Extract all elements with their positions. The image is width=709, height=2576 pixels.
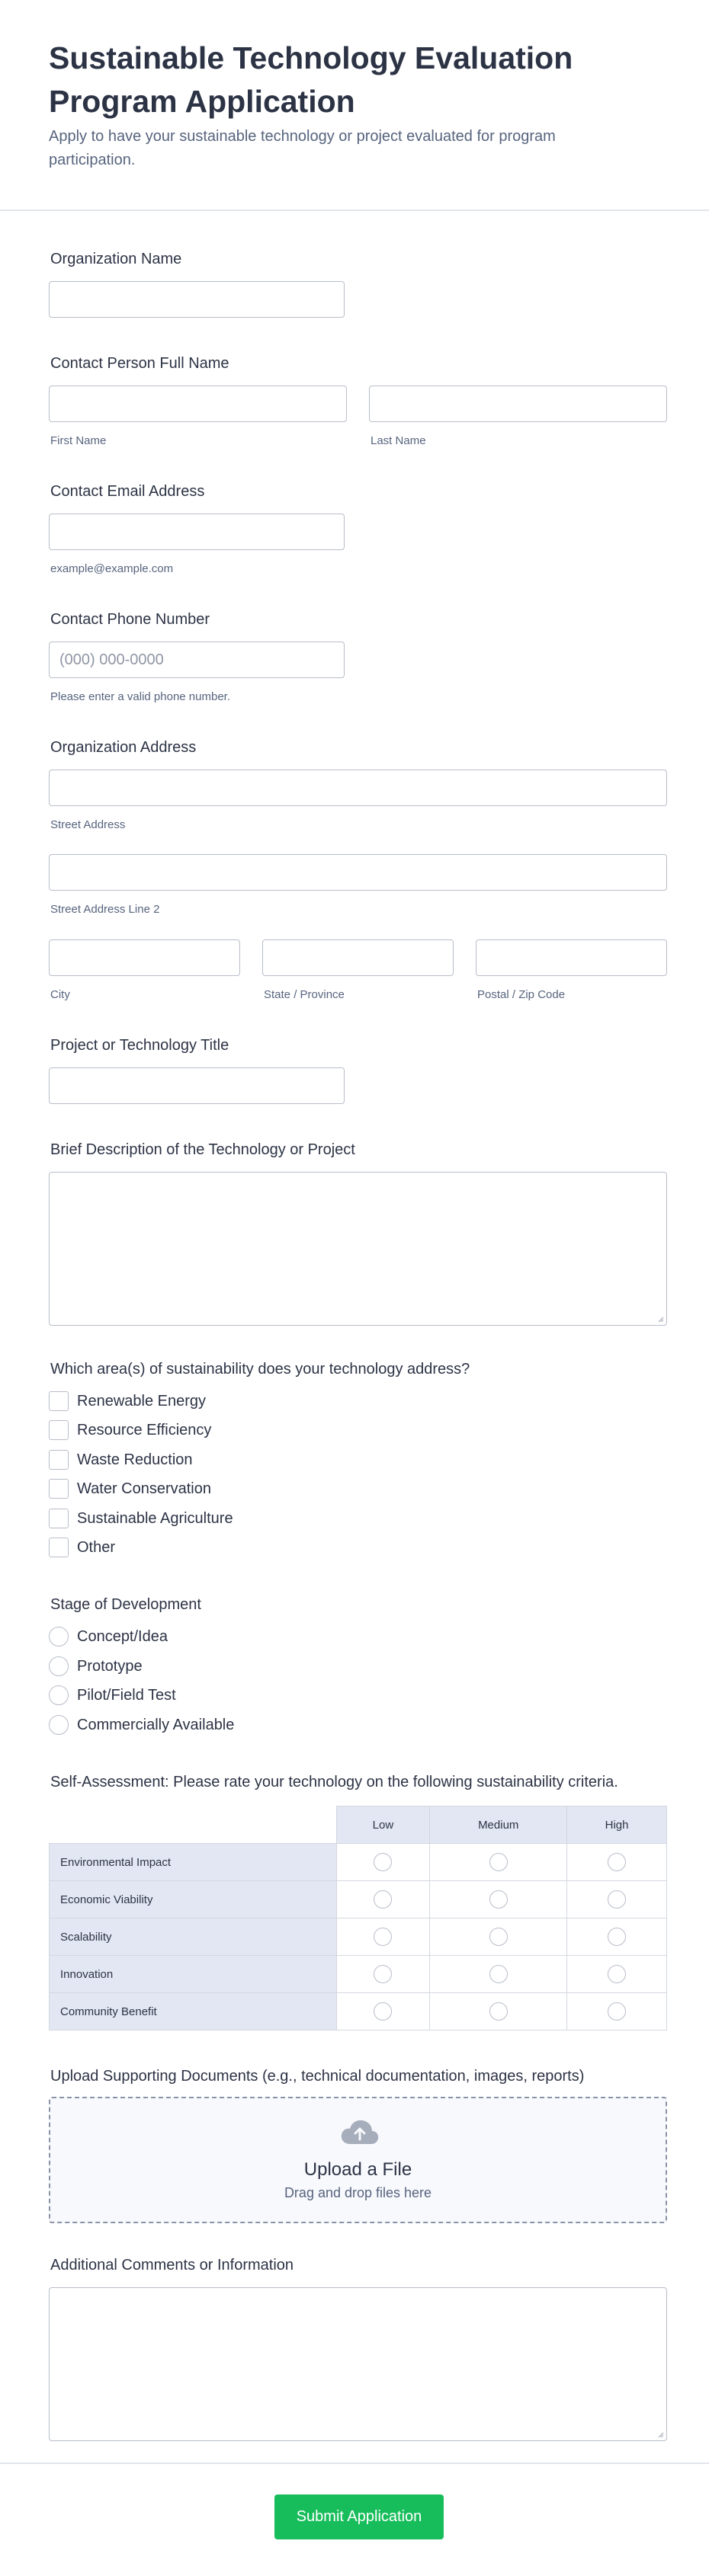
matrix-row: [50, 1993, 667, 2030]
submit-button[interactable]: Submit Application: [274, 2494, 444, 2539]
checkbox-label: Other: [77, 1539, 116, 1556]
radio-label: Commercially Available: [77, 1717, 235, 1733]
file-upload-dropzone[interactable]: [49, 2097, 667, 2223]
matrix-radio[interactable]: [489, 1965, 508, 1983]
last-name-sublabel: Last Name: [371, 434, 426, 447]
matrix-row: [50, 1956, 667, 1993]
radio-label: Pilot/Field Test: [77, 1687, 176, 1704]
matrix-radio[interactable]: [608, 2002, 626, 2021]
radio-button[interactable]: [49, 1715, 69, 1735]
checkbox-label: Renewable Energy: [77, 1393, 206, 1410]
matrix-column-header: Low: [336, 1806, 430, 1844]
street-address-2-input[interactable]: [49, 854, 667, 891]
city-sublabel: City: [50, 988, 70, 1001]
checkbox[interactable]: [49, 1450, 69, 1470]
matrix-row-label: Economic Viability: [50, 1881, 337, 1918]
description-label: Brief Description of the Technology or Project: [50, 1141, 355, 1158]
first-name-input[interactable]: [49, 386, 347, 422]
matrix-radio[interactable]: [608, 1853, 626, 1871]
phone-input[interactable]: [49, 642, 345, 678]
postal-input[interactable]: [476, 939, 667, 976]
state-sublabel: State / Province: [264, 988, 345, 1001]
rating-matrix: [49, 1806, 667, 2030]
cloud-upload-icon: [340, 2118, 380, 2146]
upload-title: Upload a File: [303, 2159, 412, 2180]
email-input[interactable]: [49, 514, 345, 550]
form-footer: [0, 2462, 709, 2576]
matrix-radio[interactable]: [608, 1928, 626, 1946]
first-name-sublabel: First Name: [50, 434, 107, 447]
matrix-row-label: Environmental Impact: [50, 1844, 337, 1881]
matrix-radio[interactable]: [374, 1890, 392, 1909]
matrix-column-header: High: [567, 1806, 667, 1844]
postal-sublabel: Postal / Zip Code: [477, 988, 566, 1001]
matrix-column-header: Medium: [430, 1806, 567, 1844]
radio-button[interactable]: [49, 1685, 69, 1705]
checkbox[interactable]: [49, 1479, 69, 1499]
street-address-input[interactable]: [49, 770, 667, 806]
form-header: [0, 0, 709, 211]
matrix-radio[interactable]: [374, 1965, 392, 1983]
form-title: Sustainable Technology Evaluation Program Application: [49, 40, 573, 119]
street-address-2-sublabel: Street Address Line 2: [50, 903, 160, 916]
checkbox[interactable]: [49, 1538, 69, 1557]
street-address-sublabel: Street Address: [50, 818, 126, 831]
matrix-radio[interactable]: [489, 1853, 508, 1871]
resize-handle-icon[interactable]: [658, 1317, 664, 1323]
matrix-row: [50, 1918, 667, 1956]
checkbox-label: Water Conservation: [77, 1480, 211, 1497]
org-name-input[interactable]: [49, 281, 345, 318]
matrix-row-label: Innovation: [50, 1956, 337, 1993]
last-name-input[interactable]: [369, 386, 667, 422]
upload-subtitle: Drag and drop files here: [284, 2185, 432, 2200]
radio-button[interactable]: [49, 1656, 69, 1676]
phone-sublabel: Please enter a valid phone number.: [50, 690, 230, 703]
state-input[interactable]: [262, 939, 454, 976]
self-assessment-label: Self-Assessment: Please rate your technology on the following sustainability criteria.: [50, 1774, 618, 1790]
project-title-label: Project or Technology Title: [50, 1037, 229, 1054]
checkbox[interactable]: [49, 1391, 69, 1411]
org-name-label: Organization Name: [50, 251, 182, 267]
phone-label: Contact Phone Number: [50, 611, 210, 628]
phone-placeholder: (000) 000-0000: [59, 651, 164, 668]
radio-label: Concept/Idea: [77, 1628, 168, 1645]
contact-name-label: Contact Person Full Name: [50, 355, 229, 372]
matrix-radio[interactable]: [374, 1928, 392, 1946]
matrix-row-label: Community Benefit: [50, 1993, 337, 2030]
checkbox-label: Waste Reduction: [77, 1451, 193, 1468]
comments-label: Additional Comments or Information: [50, 2257, 294, 2274]
matrix-corner: [50, 1806, 337, 1844]
matrix-radio[interactable]: [374, 2002, 392, 2021]
comments-textarea[interactable]: [49, 2287, 667, 2441]
matrix-radio[interactable]: [608, 1965, 626, 1983]
city-input[interactable]: [49, 939, 240, 976]
form-subtitle: Apply to have your sustainable technology or project evaluated for program participation.: [49, 128, 556, 168]
checkbox[interactable]: [49, 1509, 69, 1528]
description-textarea[interactable]: [49, 1172, 667, 1326]
matrix-row-label: Scalability: [50, 1918, 337, 1956]
areas-label: Which area(s) of sustainability does your technology address?: [50, 1361, 470, 1378]
radio-button[interactable]: [49, 1627, 69, 1646]
email-sublabel: example@example.com: [50, 562, 174, 575]
radio-label: Prototype: [77, 1658, 143, 1675]
matrix-radio[interactable]: [608, 1890, 626, 1909]
matrix-radio[interactable]: [374, 1853, 392, 1871]
upload-label: Upload Supporting Documents (e.g., technical documentation, images, reports): [50, 2068, 585, 2085]
checkbox[interactable]: [49, 1420, 69, 1440]
matrix-radio[interactable]: [489, 2002, 508, 2021]
stage-label: Stage of Development: [50, 1596, 201, 1613]
matrix-row: [50, 1844, 667, 1881]
checkbox-label: Resource Efficiency: [77, 1422, 212, 1438]
matrix-radio[interactable]: [489, 1928, 508, 1946]
matrix-radio[interactable]: [489, 1890, 508, 1909]
address-label: Organization Address: [50, 739, 197, 756]
email-label: Contact Email Address: [50, 483, 205, 500]
project-title-input[interactable]: [49, 1067, 345, 1104]
resize-handle-icon[interactable]: [658, 2432, 664, 2438]
matrix-row: [50, 1881, 667, 1918]
checkbox-label: Sustainable Agriculture: [77, 1510, 233, 1527]
